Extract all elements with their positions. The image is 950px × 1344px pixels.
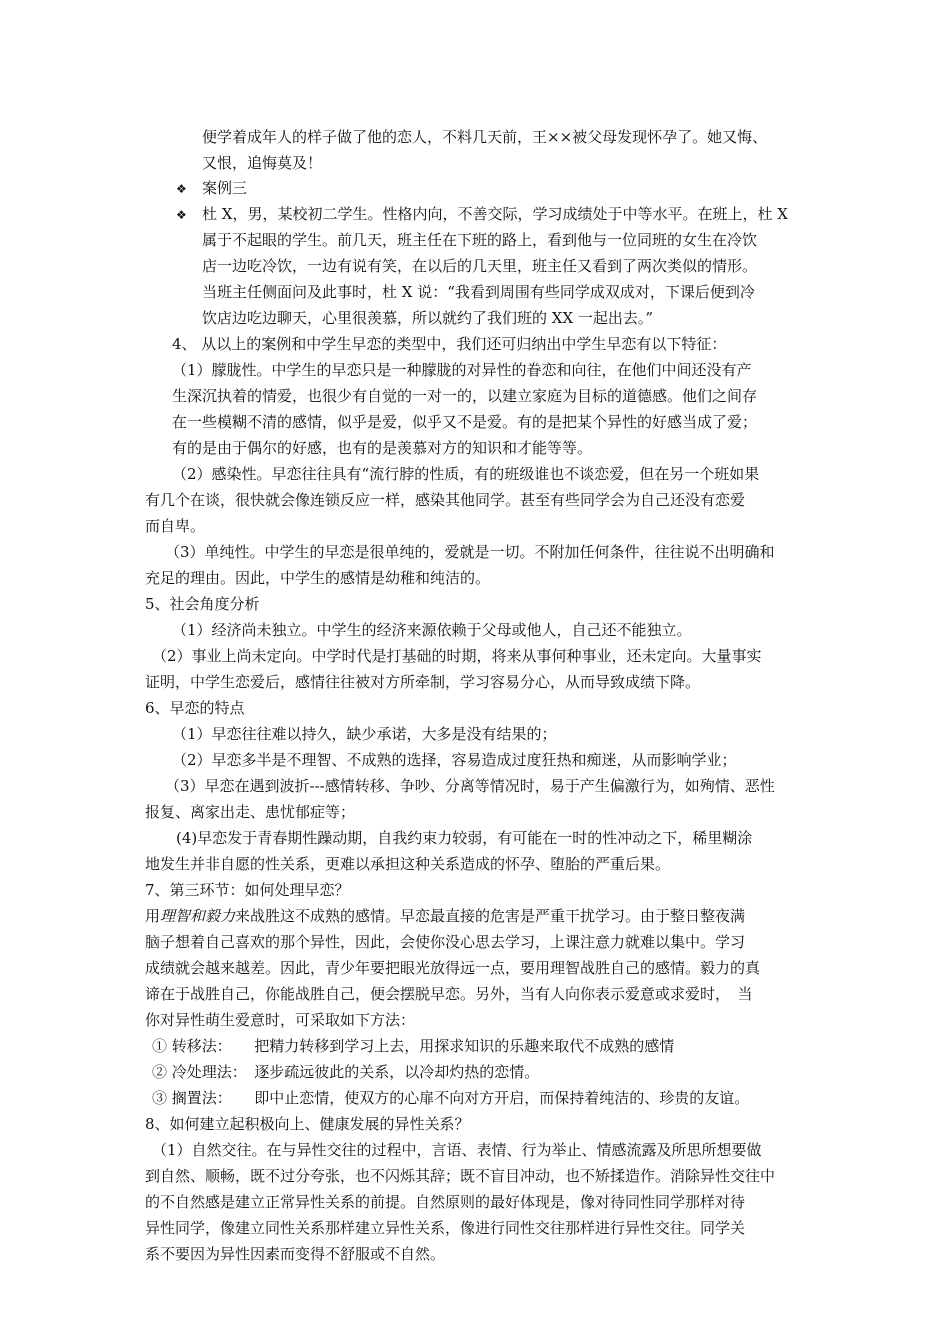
case3-text-line: 杜 X，男，某校初二学生。性格内向，不善交际，学习成绩处于中等水平。在班上，杜 X <box>202 205 788 223</box>
case3-heading: 案例三 <box>202 179 248 197</box>
case2-text-line: 又恨，追悔莫及！ <box>202 154 323 172</box>
diamond-bullet-icon: ❖ <box>176 182 187 196</box>
feature-1-line: 在一些模糊不清的感情，似乎是爱，似乎又不是爱。有的是把某个异性的好感当成了爱； <box>172 413 758 431</box>
section-5-item: 证明，中学生恋爱后，感情往往被对方所牵制，学习容易分心，从而导致成绩下降。 <box>145 673 701 691</box>
section-5-heading: 5、社会角度分析 <box>145 595 260 613</box>
section-4-heading: 4、 从以上的案例和中学生早恋的类型中，我们还可归纳出中学生早恋有以下特征： <box>172 335 727 353</box>
feature-3-line: 充足的理由。因此，中学生的感情是幼稚和纯洁的。 <box>145 569 491 587</box>
section-8-line: 系不要因为异性因素而变得不舒服或不自然。 <box>145 1245 446 1263</box>
section-8-line: （1）自然交往。在与异性交往的过程中，言语、表情、行为举止、情感流露及所思所想要做 <box>152 1141 762 1159</box>
section-7-line: 谛在于战胜自己，你能战胜自己，便会摆脱早恋。另外，当有人向你表示爱意或求爱时， 当 <box>145 985 753 1003</box>
case3-text-line: 当班主任侧面问及此事时，杜 X 说：“我看到周围有些同学成双成对，下课后便到冷 <box>202 283 755 301</box>
section-8-line: 到自然、顺畅，既不过分夸张，也不闪烁其辞；既不盲目冲动，也不矫揉造作。消除异性交往中 <box>145 1167 776 1185</box>
section-6-item: （2）早恋多半是不理智、不成熟的选择，容易造成过度狂热和痴迷，从而影响学业； <box>172 751 737 769</box>
section-7-line <box>145 906 745 928</box>
section-7-heading: 7、第三环节：如何处理早恋？ <box>145 881 350 899</box>
section-5-item: （1）经济尚未独立。中学生的经济来源依赖于父母或他人，自己还不能独立。 <box>172 621 692 639</box>
section-5-item: （2）事业上尚未定向。中学时代是打基础的时期，将来从事何种事业，还未定向。大量事实 <box>152 647 762 665</box>
section-8-line: 异性同学，像建立同性关系那样建立异性关系，像进行同性交往那样进行异性交往。同学关 <box>145 1219 746 1237</box>
feature-3-line: （3）单纯性。中学生的早恋是很单纯的，爱就是一切。不附加任何条件，往往说不出明确和 <box>165 543 775 561</box>
section-7-line: 成绩就会越来越差。因此，青少年要把眼光放得远一点，要用理智战胜自己的感情。毅力的真 <box>145 959 761 977</box>
section-7-text: 用 <box>145 907 161 925</box>
method-cold-treatment: ② 冷处理法： 逐步疏远彼此的关系，以冷却灼热的恋情。 <box>152 1063 540 1081</box>
section-6-item: （1）早恋往往难以持久，缺少承诺，大多是没有结果的； <box>172 725 557 743</box>
case2-text-line: 便学着成年人的样子做了他的恋人，不料几天前，王××被父母发现怀孕了。她又悔、 <box>202 128 768 146</box>
section-7-line: 脑子想着自己喜欢的那个异性，因此，会使你没心思去学习，上课注意力就难以集中。学习 <box>145 933 746 951</box>
section-8-line: 的不自然感是建立正常异性关系的前提。自然原则的最好体现是，像对待同性同学那样对待 <box>145 1193 746 1211</box>
case3-text-line: 属于不起眼的学生。前几天，班主任在下班的路上，看到他与一位同班的女生在冷饮 <box>202 231 758 249</box>
section-6-item: 报复、离家出走、患忧郁症等； <box>145 803 356 821</box>
feature-2-line: 有几个在谈，很快就会像连锁反应一样，感染其他同学。甚至有些同学会为自己还没有恋爱 <box>145 491 746 509</box>
feature-1-line: 有的是由于偶尔的好感，也有的是羡慕对方的知识和才能等等。 <box>172 439 593 457</box>
feature-1-line: （1）朦胧性。中学生的早恋只是一种朦胧的对异性的眷恋和向往，在他们中间还没有产 <box>172 361 752 379</box>
case3-text-line: 饮店边吃边聊天，心里很羡慕，所以就约了我们班的 XX 一起出去。” <box>202 309 654 327</box>
method-shelve: ③ 搁置法： 即中止恋情，使双方的心扉不向对方开启，而保持着纯洁的、珍贵的友谊。 <box>152 1089 750 1107</box>
section-6-item: （3）早恋在遇到波折---感情转移、争吵、分离等情况时，易于产生偏激行为，如殉情、恶性 <box>165 777 775 795</box>
diamond-bullet-icon: ❖ <box>176 208 187 222</box>
section-8-heading: 8、如何建立起积极向上、健康发展的异性关系？ <box>145 1115 470 1133</box>
section-6-item: (4)早恋发于青春期性躁动期，自我约束力较弱，有可能在一时的性冲动之下，稀里糊涂 <box>176 829 753 847</box>
feature-1-line: 生深沉执着的情爱，也很少有自觉的一对一的，以建立家庭为目标的道德感。他们之间存 <box>172 387 758 405</box>
section-6-heading: 6、早恋的特点 <box>145 699 245 717</box>
emphasis-text: 理智和毅力 <box>160 907 236 925</box>
section-6-item: 地发生并非自愿的性关系，更难以承担这种关系造成的怀孕、堕胎的严重后果。 <box>145 855 671 873</box>
feature-2-line: 而自卑。 <box>145 517 206 535</box>
method-transfer: ① 转移法： 把精力转移到学习上去，用探求知识的乐趣来取代不成熟的感情 <box>152 1037 675 1055</box>
section-7-text: 来战胜这不成熟的感情。早恋最直接的危害是严重干扰学习。由于整日整夜满 <box>235 907 746 925</box>
section-7-line: 你对异性萌生爱意时，可采取如下方法： <box>145 1011 416 1029</box>
feature-2-line: （2）感染性。早恋往往具有“流行脖的性质，有的班级谁也不谈恋爱，但在另一个班如果 <box>172 465 760 483</box>
case3-text-line: 店一边吃冷饮，一边有说有笑，在以后的几天里，班主任又看到了两次类似的情形。 <box>202 257 758 275</box>
